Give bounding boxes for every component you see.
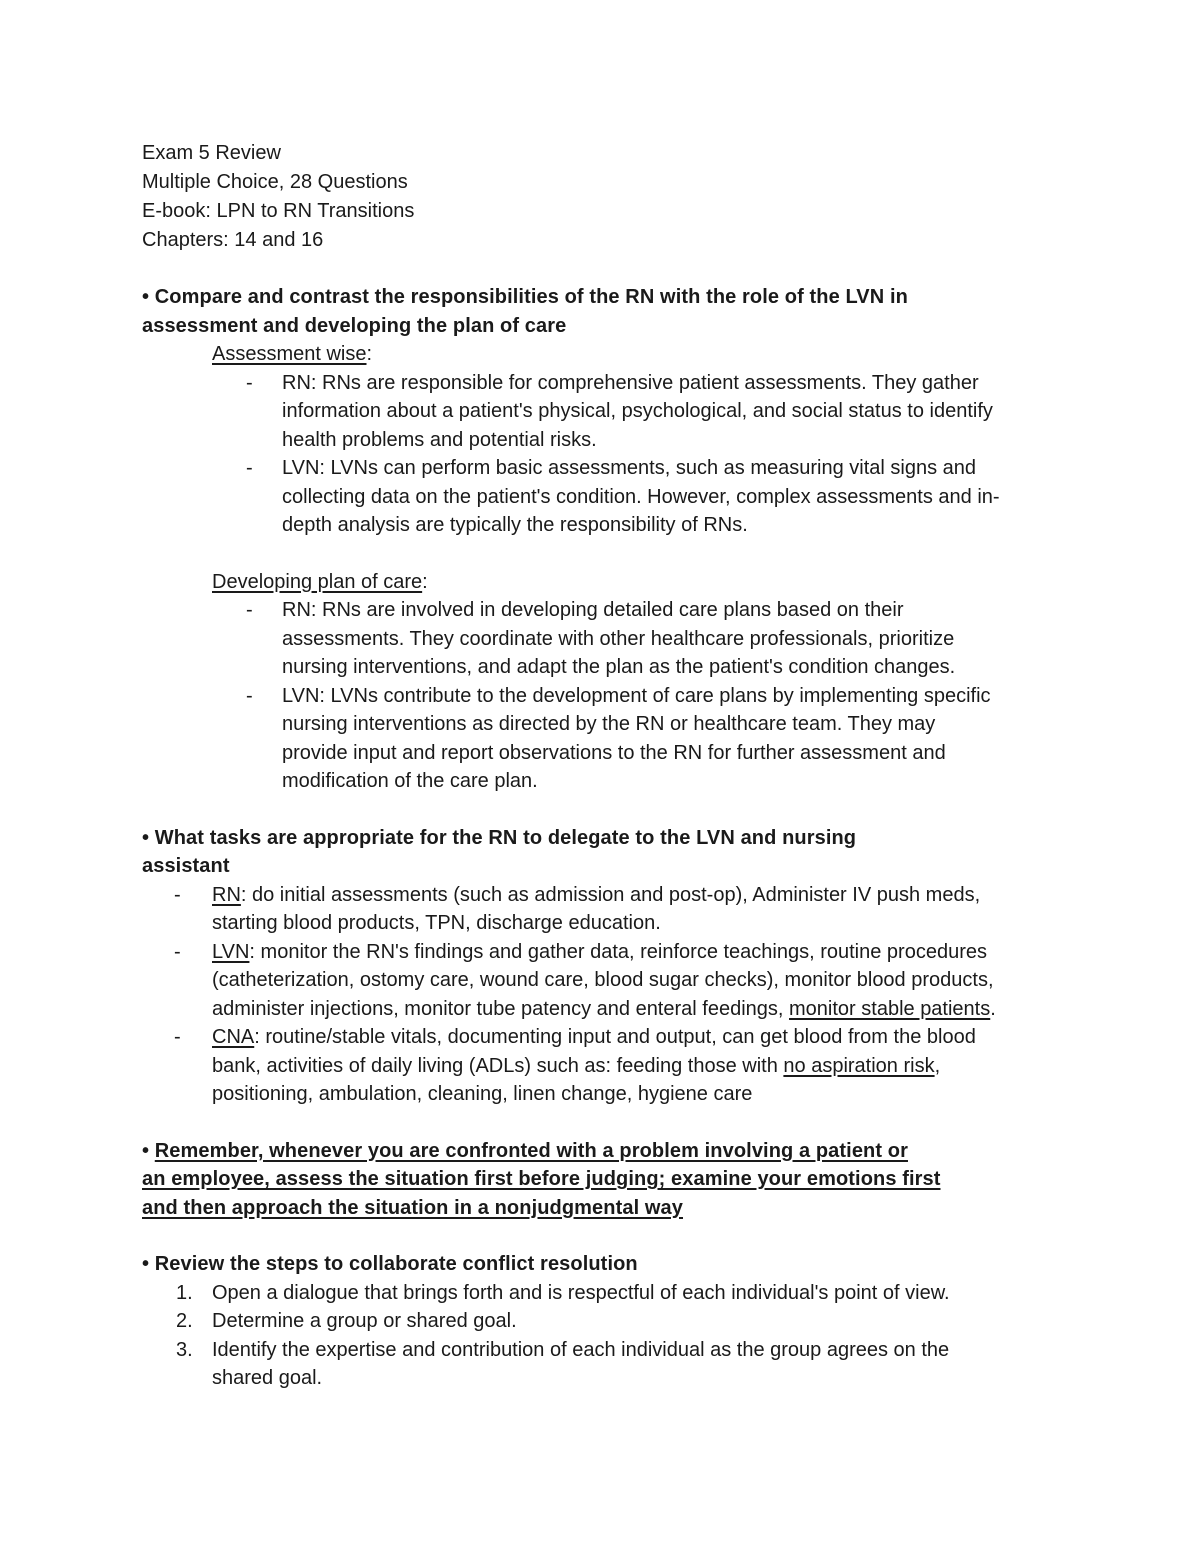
- remember-line: an employee, assess the situation first before judging; examine your emotions first: [142, 1168, 941, 1190]
- numbered-step-1: 1. Open a dialogue that brings forth and is respectful of each individual's point of view.: [174, 1279, 1072, 1308]
- numbered-step-3: 3. Identify the expertise and contribution of each individual as the group agrees on the shared goal.: [174, 1336, 1072, 1393]
- document-page: [142, 139, 1072, 1393]
- remember-line: and then approach the situation in a nonjudgmental way: [142, 1196, 683, 1219]
- ebook-reference: E-book: LPN to RN Transitions: [142, 200, 415, 222]
- chapters-reference: Chapters: 14 and 16: [142, 229, 324, 251]
- list-item-delegate-lvn: - LVN: monitor the RN's findings and gather data, reinforce teachings, routine procedures (catheterization, ostomy care, wound care, blood sugar checks), monitor blood products, administer injections, monitor tube patency and enteral feedings, monitor stable patients.: [174, 938, 1072, 1024]
- dash-marker: -: [174, 1026, 181, 1048]
- section-compare-contrast: [142, 283, 1072, 796]
- list-item-assessment-rn: - RN: RNs are responsible for comprehensive patient assessments. They gather information about a patient's physical, psychological, and social status to identify health problems and potential risks.: [246, 369, 1072, 455]
- dash-marker: -: [174, 940, 181, 963]
- dash-marker: -: [246, 371, 253, 394]
- remember-line: Remember, whenever you are confronted with a problem involving a patient or: [154, 1139, 908, 1162]
- section-conflict-resolution: [142, 1250, 1072, 1393]
- dash-marker: -: [246, 684, 253, 707]
- section-heading: • Review the steps to collaborate conflict resolution: [142, 1253, 638, 1275]
- subheading-assessment: Assessment wise:: [212, 343, 373, 365]
- subheading-assessment-label: Assessment wise: [212, 343, 367, 365]
- section-heading: • Compare and contrast the responsibilities of the RN with the role of the LVN in: [142, 286, 908, 308]
- step-number: 3.: [176, 1338, 193, 1361]
- step-number: 2.: [176, 1310, 193, 1332]
- subheading-plan-of-care: Developing plan of care:: [212, 570, 428, 593]
- list-item-plan-rn: - RN: RNs are involved in developing detailed care plans based on their assessments. They coordinate with other healthcare professionals, prioritize nursing interventions, and adapt the plan as the patient's condition changes.: [246, 596, 1072, 682]
- list-item-plan-lvn: - LVN: LVNs contribute to the development of care plans by implementing specific nursing interventions as directed by the RN or healthcare team. They may provide input and report observations to the RN for further assessment and modification of the care plan.: [246, 682, 1072, 796]
- emphasis-no-aspiration: no aspiration risk: [783, 1054, 935, 1077]
- numbered-step-2: 2. Determine a group or shared goal.: [174, 1307, 1072, 1336]
- dash-marker: -: [246, 457, 253, 479]
- step-number: 1.: [176, 1281, 193, 1304]
- document-header: [142, 139, 1072, 255]
- section-heading: • What tasks are appropriate for the RN to delegate to the LVN and nursing: [142, 826, 857, 849]
- emphasis-monitor-stable: monitor stable patients: [789, 997, 991, 1020]
- role-lvn: LVN: [212, 940, 250, 963]
- exam-format: Multiple Choice, 28 Questions: [142, 171, 408, 193]
- list-item-assessment-lvn: - LVN: LVNs can perform basic assessments, such as measuring vital signs and collecting data on the patient's condition. However, complex assessments and in- depth analysis are typically the responsibility of RNs.: [246, 454, 1072, 540]
- section-heading-cont: assistant: [142, 855, 230, 877]
- list-item-delegate-cna: - CNA: routine/stable vitals, documenting input and output, can get blood from the blood bank, activities of daily living (ADLs) such as: feeding those with no aspiration risk, positioning, ambulation, cleaning, linen change, hygiene care: [174, 1023, 1072, 1109]
- role-cna: CNA: [212, 1026, 255, 1048]
- role-rn: RN: [212, 883, 241, 906]
- list-item-delegate-rn: - RN: do initial assessments (such as admission and post-op), Administer IV push meds, starting blood products, TPN, discharge education.: [174, 881, 1072, 938]
- dash-marker: -: [174, 883, 181, 906]
- document-title: Exam 5 Review: [142, 142, 281, 164]
- section-heading-cont: assessment and developing the plan of care: [142, 314, 567, 337]
- section-remember-note: [142, 1137, 1072, 1223]
- subheading-plan-label: Developing plan of care: [212, 570, 423, 593]
- section-delegation: [142, 824, 1072, 1109]
- dash-marker: -: [246, 599, 253, 621]
- bullet: •: [142, 1139, 155, 1162]
